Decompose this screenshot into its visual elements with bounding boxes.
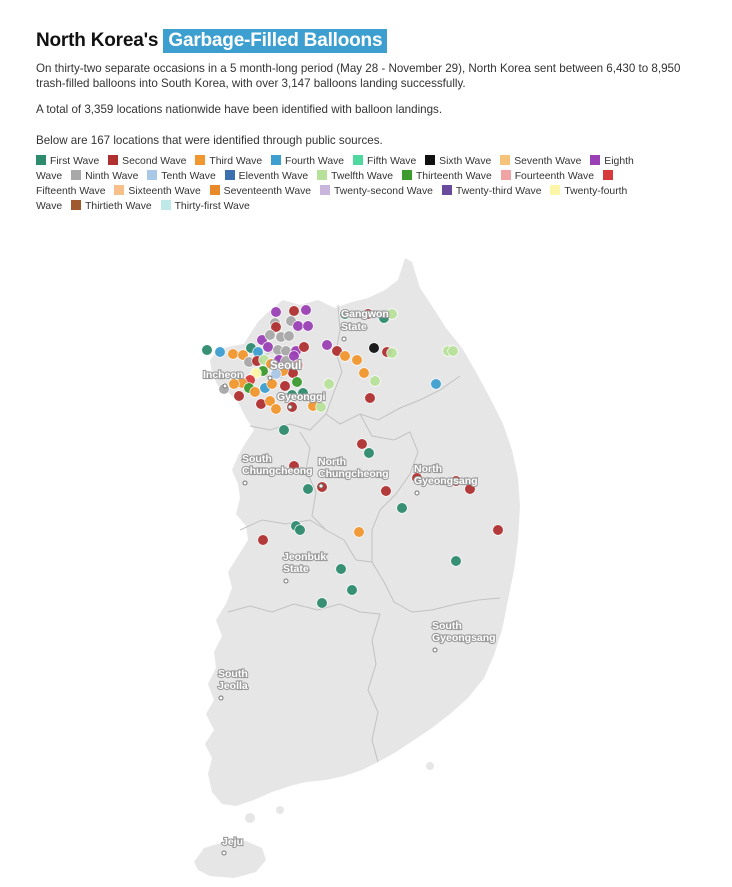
balloon-location-dot[interactable] <box>354 527 365 538</box>
city-marker <box>222 851 226 855</box>
balloon-location-dot[interactable] <box>293 321 304 332</box>
jeonbuk-label-line2: State <box>283 563 309 575</box>
title-highlight: Garbage-Filled Balloons <box>163 29 387 53</box>
balloon-location-dot[interactable] <box>448 346 459 357</box>
legend-label: Second Wave <box>122 156 187 167</box>
balloon-location-dot[interactable] <box>357 439 368 450</box>
city-marker <box>433 648 437 652</box>
balloon-location-dot[interactable] <box>228 349 239 360</box>
legend-label: Sixth Wave <box>439 156 492 167</box>
legend-label: Fourth Wave <box>284 156 345 167</box>
legend-swatch <box>353 155 363 165</box>
legend-item <box>114 186 200 197</box>
legend-label: Thirteenth Wave <box>415 171 492 182</box>
city-marker <box>415 491 419 495</box>
title-prefix: North Korea's <box>36 30 159 51</box>
city-marker <box>284 579 288 583</box>
balloon-location-dot[interactable] <box>431 379 442 390</box>
legend-label: Seventh Wave <box>514 156 582 167</box>
north-chungcheong-label-line1: North <box>318 456 346 468</box>
legend-swatch <box>210 185 220 195</box>
legend-item <box>317 171 393 182</box>
balloon-location-dot[interactable] <box>258 535 269 546</box>
balloon-location-dot[interactable] <box>263 342 274 353</box>
legend-label: Ninth Wave <box>85 171 139 182</box>
balloon-location-dot[interactable] <box>280 381 291 392</box>
legend-label: Eleventh Wave <box>238 171 309 182</box>
north-gyeongsang-label-line2: Gyeongsang <box>414 475 478 487</box>
legend-swatch <box>501 170 511 180</box>
balloon-location-dot[interactable] <box>397 503 408 514</box>
legend-swatch <box>36 155 46 165</box>
south-korea-map <box>0 240 732 887</box>
balloon-location-dot[interactable] <box>369 343 380 354</box>
balloon-location-dot[interactable] <box>493 525 504 536</box>
legend-item <box>210 186 311 197</box>
legend-item <box>353 156 416 167</box>
legend-label: Fifteenth Wave <box>36 186 106 197</box>
legend-swatch <box>114 185 124 195</box>
legend-item <box>425 156 491 167</box>
south-chungcheong-label-line2: Chungcheong <box>242 465 313 477</box>
legend-swatch <box>320 185 330 195</box>
intro-paragraph-3: Below are 167 locations that were identified through public sources. <box>36 133 383 147</box>
city-marker <box>319 484 323 488</box>
legend-label: Twenty-third Wave <box>455 186 542 197</box>
island-shape <box>245 813 255 823</box>
legend-item <box>225 171 309 182</box>
legend-item <box>147 171 215 182</box>
legend-swatch <box>225 170 235 180</box>
south-jeolla-label-line2: Jeolla <box>218 680 248 692</box>
balloon-location-dot[interactable] <box>279 425 290 436</box>
legend-item <box>320 186 433 197</box>
legend-label: Sixteenth Wave <box>128 186 201 197</box>
north-gyeongsang-label-line1: North <box>414 463 442 475</box>
balloon-location-dot[interactable] <box>347 585 358 596</box>
balloon-location-dot[interactable] <box>292 377 303 388</box>
balloon-location-dot[interactable] <box>370 376 381 387</box>
legend-swatch <box>402 170 412 180</box>
city-marker <box>243 481 247 485</box>
balloon-location-dot[interactable] <box>299 342 310 353</box>
legend-label: Fourteenth Wave <box>514 171 595 182</box>
balloon-location-dot[interactable] <box>324 379 335 390</box>
page-title <box>36 28 696 54</box>
balloon-location-dot[interactable] <box>202 345 213 356</box>
city-marker <box>288 405 292 409</box>
gangwon-label-line2: State <box>341 321 367 333</box>
legend-label: Thirty-first Wave <box>174 201 250 212</box>
jeju-label: Jeju <box>222 836 244 848</box>
incheon-label: Incheon <box>203 369 244 381</box>
legend-swatch <box>317 170 327 180</box>
island-shape <box>276 806 284 814</box>
balloon-location-dot[interactable] <box>267 379 278 390</box>
balloon-location-dot[interactable] <box>271 307 282 318</box>
legend-item <box>501 171 594 182</box>
wave-legend <box>36 154 636 214</box>
legend-swatch <box>161 200 171 210</box>
legend-label: Twenty-fourth Wave <box>36 186 628 212</box>
legend-label: Seventeenth Wave <box>223 186 312 197</box>
balloon-location-dot[interactable] <box>301 305 312 316</box>
city-marker <box>268 376 272 380</box>
legend-swatch <box>442 185 452 195</box>
legend-item <box>500 156 581 167</box>
south-jeolla-label-line1: South <box>218 668 248 680</box>
legend-item <box>71 201 152 212</box>
legend-swatch <box>500 155 510 165</box>
balloon-location-dot[interactable] <box>340 351 351 362</box>
balloon-location-dot[interactable] <box>381 486 392 497</box>
south-gyeongsang-label-line2: Gyeongsang <box>432 632 496 644</box>
balloon-location-dot[interactable] <box>284 331 295 342</box>
balloon-location-dot[interactable] <box>289 306 300 317</box>
legend-swatch <box>195 155 205 165</box>
balloon-location-dot[interactable] <box>303 484 314 495</box>
legend-label: Tenth Wave <box>161 171 216 182</box>
south-gyeongsang-label-line1: South <box>432 620 462 632</box>
city-marker <box>342 337 346 341</box>
legend-swatch <box>550 185 560 195</box>
legend-swatch <box>425 155 435 165</box>
legend-label: Eighth Wave <box>36 156 634 182</box>
header-block <box>36 28 696 214</box>
balloon-location-dot[interactable] <box>365 393 376 404</box>
legend-label: Third Wave <box>209 156 263 167</box>
north-chungcheong-label-line2: Chungcheong <box>318 468 389 480</box>
legend-item <box>442 186 542 197</box>
balloon-location-dot[interactable] <box>295 525 306 536</box>
balloon-location-dot[interactable] <box>317 598 328 609</box>
legend-item <box>71 171 138 182</box>
balloon-location-dot[interactable] <box>234 391 245 402</box>
legend-label: Fifth Wave <box>366 156 417 167</box>
seoul-label: Seoul <box>270 360 302 372</box>
legend-item <box>108 156 186 167</box>
south-chungcheong-label-line1: South <box>242 453 272 465</box>
island-shape <box>426 762 434 770</box>
legend-swatch <box>603 170 613 180</box>
city-marker <box>223 384 227 388</box>
legend-swatch <box>71 170 81 180</box>
legend-swatch <box>147 170 157 180</box>
legend-item <box>36 156 99 167</box>
legend-swatch <box>108 155 118 165</box>
intro-paragraph-1: On thirty-two separate occasions in a 5 month-long period (May 28 - November 29), North Korea sent between 6,430 to 8,950 trash-filled balloons into South Korea, with over 3,147 balloons landing successfully. <box>36 62 681 90</box>
legend-swatch <box>590 155 600 165</box>
legend-label: Twenty-second Wave <box>333 186 433 197</box>
legend-item <box>402 171 492 182</box>
gangwon-label-line1: Gangwon <box>341 308 389 320</box>
legend-label: First Wave <box>50 156 100 167</box>
legend-label: Thirtieth Wave <box>85 201 152 212</box>
balloon-location-dot[interactable] <box>359 368 370 379</box>
legend-item <box>161 201 250 212</box>
balloon-location-dot[interactable] <box>250 387 261 398</box>
gyeonggi-label: Gyeonggi <box>277 391 326 403</box>
city-marker <box>219 696 223 700</box>
balloon-location-dot[interactable] <box>271 404 282 415</box>
balloon-location-dot[interactable] <box>352 355 363 366</box>
legend-item <box>195 156 262 167</box>
balloon-location-dot[interactable] <box>451 556 462 567</box>
legend-item <box>271 156 344 167</box>
intro-paragraph-2: A total of 3,359 locations nationwide have been identified with balloon landings. <box>36 103 443 116</box>
balloon-location-dot[interactable] <box>316 402 327 413</box>
balloon-location-dot[interactable] <box>322 340 333 351</box>
balloon-location-dot[interactable] <box>265 330 276 341</box>
balloon-location-dot[interactable] <box>215 347 226 358</box>
legend-label: Twelfth Wave <box>331 171 394 182</box>
balloon-location-dot[interactable] <box>387 348 398 359</box>
legend-swatch <box>271 155 281 165</box>
balloon-location-dot[interactable] <box>364 448 375 459</box>
jeonbuk-label-line1: Jeonbuk <box>283 551 327 563</box>
legend-swatch <box>71 200 81 210</box>
balloon-location-dot[interactable] <box>336 564 347 575</box>
balloon-location-dot[interactable] <box>303 321 314 332</box>
